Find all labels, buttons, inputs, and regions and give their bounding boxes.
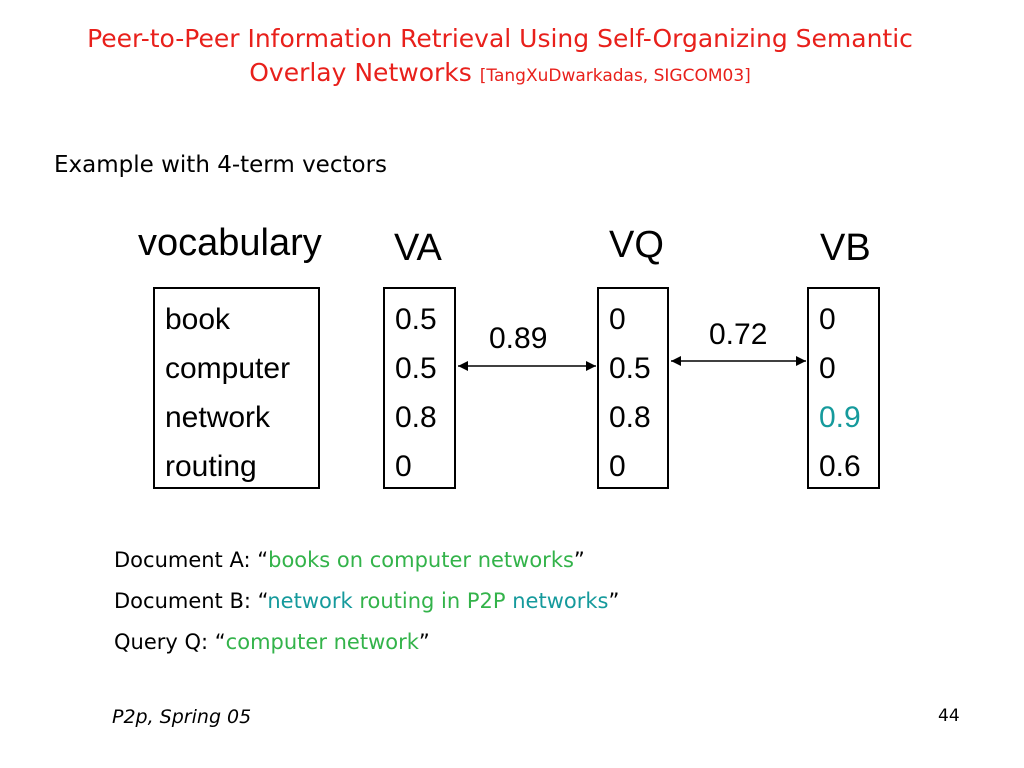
vq-vector-box (597, 287, 669, 489)
open-quote: “ (257, 589, 268, 613)
vocabulary-term: computer (165, 352, 291, 385)
subtitle: Example with 4-term vectors (54, 152, 388, 178)
document-b-word-networks: networks (512, 589, 609, 613)
vb-value: 0 (819, 303, 836, 336)
title-line-1: Peer-to-Peer Information Retrieval Using Self-Organizing Semantic (87, 24, 913, 53)
page-number: 44 (938, 706, 960, 726)
vb-heading: VB (820, 227, 871, 269)
close-quote: ” (573, 548, 585, 572)
similarity-vq-vb: 0.72 (709, 318, 768, 351)
query-q-line (114, 628, 430, 656)
vq-heading: VQ (609, 224, 664, 266)
document-b-label: Document B: (114, 589, 258, 613)
vq-value: 0 (609, 303, 626, 336)
va-vector-box (383, 287, 456, 489)
va-value: 0.5 (395, 352, 437, 385)
va-heading: VA (394, 227, 442, 269)
vq-value: 0.8 (609, 401, 651, 434)
vocabulary-box (153, 287, 320, 489)
va-value: 0 (395, 450, 412, 483)
vb-value: 0.6 (819, 450, 861, 483)
vb-vector-box (807, 287, 880, 489)
vocabulary-term: book (165, 303, 231, 336)
double-arrow-vq-vb (669, 353, 808, 369)
slide-title (0, 22, 1000, 93)
vq-value: 0.5 (609, 352, 651, 385)
citation: [TangXuDwarkadas, SIGCOM03] (479, 66, 751, 86)
footer-course: P2p, Spring 05 (112, 706, 252, 728)
close-quote: ” (608, 589, 620, 613)
double-arrow-va-vq (456, 358, 598, 374)
title-line-2 (0, 56, 1000, 93)
similarity-va-vq: 0.89 (489, 322, 548, 355)
vb-value: 0 (819, 352, 836, 385)
va-value: 0.5 (395, 303, 437, 336)
document-b-word-network: network (267, 589, 353, 613)
vocabulary-term: network (165, 401, 271, 434)
document-a-line (114, 546, 585, 574)
open-quote: “ (257, 548, 269, 572)
title-line-2-text: Overlay Networks (249, 58, 472, 87)
vocabulary-heading: vocabulary (138, 222, 322, 264)
document-a-text: books on computer networks (268, 548, 574, 572)
query-q-text: computer network (225, 630, 419, 654)
query-q-label: Query Q: (114, 630, 215, 654)
document-b-middle: routing in P2P (352, 589, 513, 613)
document-b-line (114, 587, 619, 615)
open-quote: “ (214, 630, 226, 654)
vb-value-highlighted: 0.9 (819, 401, 861, 434)
vq-value: 0 (609, 450, 626, 483)
close-quote: ” (418, 630, 430, 654)
va-value: 0.8 (395, 401, 437, 434)
vocabulary-term: routing (165, 450, 257, 483)
document-a-label: Document A: (114, 548, 258, 572)
